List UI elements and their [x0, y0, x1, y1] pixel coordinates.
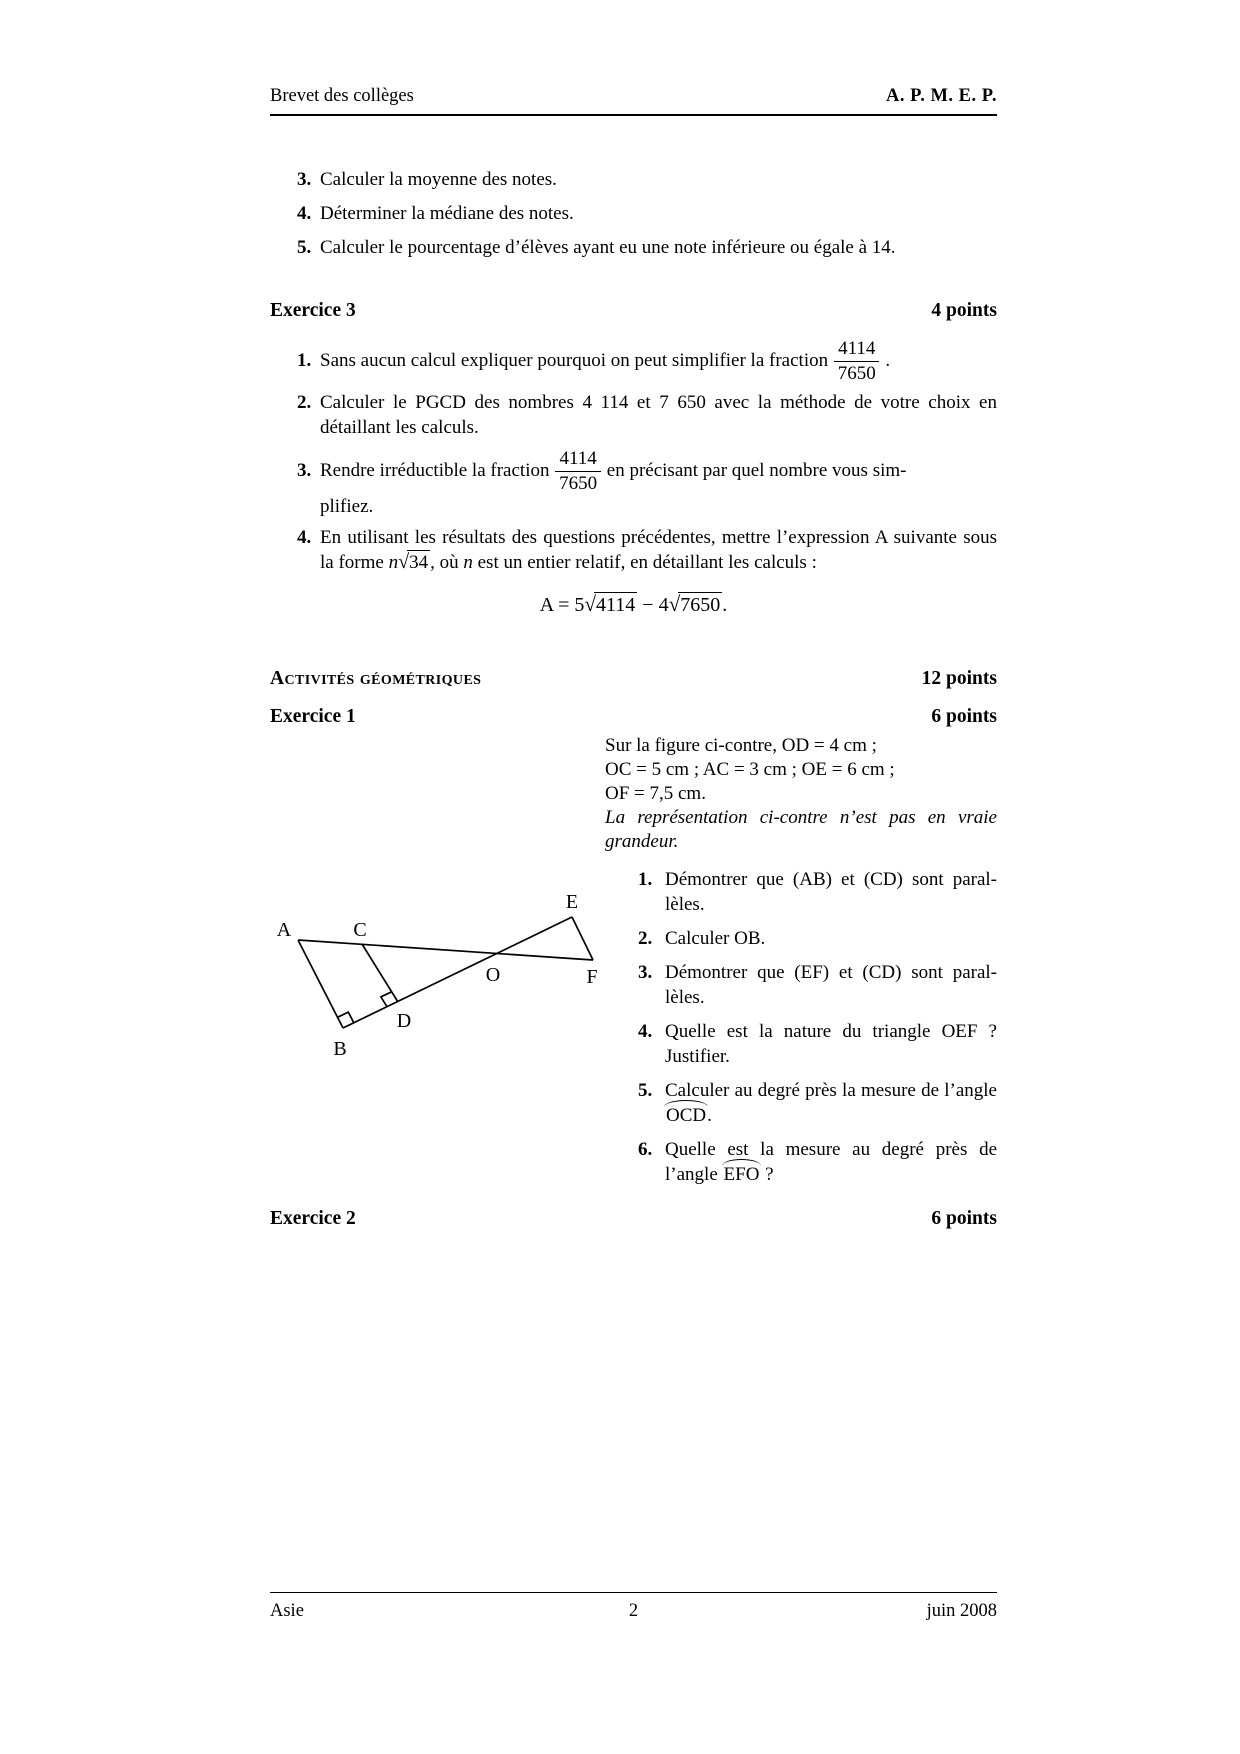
exercice3-question-list — [297, 338, 997, 583]
footer-row — [270, 1601, 997, 1622]
item-text: Démontrer que (AB) et (CD) sont parallèles. — [665, 869, 997, 915]
section-title: Activités géométriques — [270, 668, 482, 689]
header-organization: A. P. M. E. P. — [886, 86, 997, 106]
item-number: 1. — [297, 350, 312, 371]
page-footer — [270, 1592, 997, 1622]
item-text: Quelle est la nature du triangle OEF ? Justifier. — [665, 1021, 997, 1067]
angle-notation: OCD — [666, 1105, 707, 1126]
exercice1-title: Exercice 1 — [270, 706, 356, 727]
list-item — [297, 525, 997, 575]
square-root — [398, 552, 430, 573]
figure-note-italic: La représentation ci-contre n’est pas en vraie grandeur. — [605, 807, 997, 852]
equation-end: . — [722, 594, 728, 616]
list-item — [605, 867, 997, 917]
item-number: 5. — [297, 237, 312, 258]
item-text-segment: . — [707, 1105, 712, 1126]
list-item — [605, 926, 997, 951]
exercice2-points: 6 points — [931, 1208, 997, 1229]
angle-notation: EFO — [723, 1164, 760, 1185]
footer-subject-region: Asie — [270, 1601, 304, 1621]
item-text — [320, 525, 997, 575]
item-text-segment: , où — [430, 552, 464, 573]
footer-date: juin 2008 — [926, 1601, 997, 1621]
figure-segment-CD — [362, 944, 398, 1002]
item-number: 4. — [638, 1021, 653, 1042]
list-item — [297, 390, 997, 440]
figure-segment-EF — [572, 917, 593, 960]
fraction-denominator: 7650 — [559, 472, 598, 494]
item-text: Sans aucun calcul expliquer pourquoi on peut simplifier la fraction — [320, 350, 829, 371]
item-number: 1. — [638, 869, 653, 890]
item-text-segment: ? — [760, 1164, 774, 1185]
figure-description-line: Sur la figure ci-contre, OD = 4 cm ; — [605, 735, 877, 756]
radical-sign: √ — [584, 592, 597, 616]
exercice1-points: 6 points — [931, 706, 997, 727]
exercice1-heading — [270, 706, 997, 728]
item-number: 4. — [297, 527, 312, 548]
exercice2-heading — [270, 1208, 997, 1230]
figure-line-BE — [343, 917, 572, 1028]
exercice3-heading — [270, 300, 997, 322]
figure-line-AF — [298, 940, 593, 960]
list-item — [605, 1078, 997, 1128]
radicand: 7650 — [680, 594, 721, 616]
fraction — [834, 338, 879, 384]
item-number: 6. — [638, 1139, 653, 1160]
exercice1-right-column — [605, 734, 997, 1187]
radical-sign: √ — [398, 551, 410, 573]
exercice3-title: Exercice 3 — [270, 300, 356, 321]
display-equation — [270, 592, 997, 617]
item-continuation: plifiez. — [320, 496, 374, 517]
vertex-label-B: B — [333, 1038, 347, 1060]
vertex-label-F: F — [586, 966, 598, 988]
figure-description-line: OF = 7,5 cm. — [605, 783, 706, 804]
item-text: Calculer la moyenne des notes. — [320, 169, 557, 190]
square-root — [669, 594, 723, 616]
figure-segment-AB — [298, 940, 343, 1028]
intro-question-list — [297, 167, 997, 269]
header-document-title: Brevet des collèges — [270, 86, 414, 106]
equation-operator: − 4 — [637, 594, 669, 616]
footer-page-number: 2 — [628, 1601, 639, 1621]
fraction-denominator: 7650 — [837, 362, 876, 384]
item-text-segment: est un entier relatif, en détaillant les calculs : — [472, 552, 817, 573]
fraction — [555, 448, 600, 494]
item-number: 2. — [638, 928, 653, 949]
figure-description-line: OC = 5 cm ; AC = 3 cm ; OE = 6 cm ; — [605, 759, 895, 780]
math-variable: n — [463, 552, 473, 573]
item-text: Calculer le PGCD des nombres 4 114 et 7 650 avec la méthode de votre choix en détaillant les calculs. — [320, 392, 997, 438]
page-header — [270, 86, 997, 116]
vertex-label-C: C — [353, 919, 367, 941]
radicand: 4114 — [596, 594, 636, 616]
vertex-label-O: O — [485, 964, 501, 986]
section-heading — [270, 668, 997, 690]
list-item — [605, 1137, 997, 1187]
square-root — [584, 594, 637, 616]
item-number: 4. — [297, 203, 312, 224]
item-text: Calculer le pourcentage d’élèves ayant eu une note inférieure ou égale à 14. — [320, 237, 896, 258]
list-item — [297, 201, 997, 227]
equation-lead: A = 5 — [539, 594, 585, 616]
list-item — [297, 338, 997, 384]
item-text: Démontrer que (EF) et (CD) sont parallèles. — [665, 962, 997, 1008]
list-item — [605, 960, 997, 1010]
item-text: Déterminer la médiane des notes. — [320, 203, 574, 224]
list-item — [297, 235, 997, 261]
vertex-label-A: A — [276, 919, 292, 941]
item-number: 3. — [297, 169, 312, 190]
vertex-label-E: E — [565, 891, 579, 913]
geometry-figure — [270, 878, 636, 1078]
radicand: 34 — [409, 552, 429, 573]
list-item — [297, 167, 997, 193]
exercice2-title: Exercice 2 — [270, 1208, 356, 1229]
item-number: 5. — [638, 1080, 653, 1101]
item-first-line — [297, 448, 997, 494]
radical-sign: √ — [668, 592, 681, 616]
item-text: en précisant par quel nombre vous sim- — [606, 460, 907, 481]
math-variable: n — [388, 552, 399, 573]
item-number: 3. — [638, 962, 653, 983]
exercice3-points: 4 points — [931, 300, 997, 321]
item-text — [665, 1078, 997, 1128]
item-text-segment: En utilisant les résultats des questions précédentes, mettre l’expression A suivante sous la forme — [320, 527, 997, 573]
item-text: Rendre irréductible la fraction — [320, 460, 550, 481]
fraction-numerator: 4114 — [834, 338, 879, 361]
vertex-label-D: D — [396, 1010, 412, 1032]
item-text-segment: Calculer au degré près la mesure de l’angle — [665, 1080, 997, 1101]
list-item — [297, 448, 997, 519]
list-item — [605, 1019, 997, 1069]
item-number: 3. — [297, 460, 312, 481]
exercice1-body — [270, 734, 997, 1214]
item-text: Calculer OB. — [665, 928, 766, 949]
fraction-numerator: 4114 — [555, 448, 600, 471]
item-text: . — [885, 350, 891, 371]
section-points: 12 points — [921, 668, 997, 689]
item-text-segment: Quelle est la mesure au degré près de l’angle — [665, 1139, 997, 1185]
item-number: 2. — [297, 392, 312, 413]
item-text — [665, 1137, 997, 1187]
